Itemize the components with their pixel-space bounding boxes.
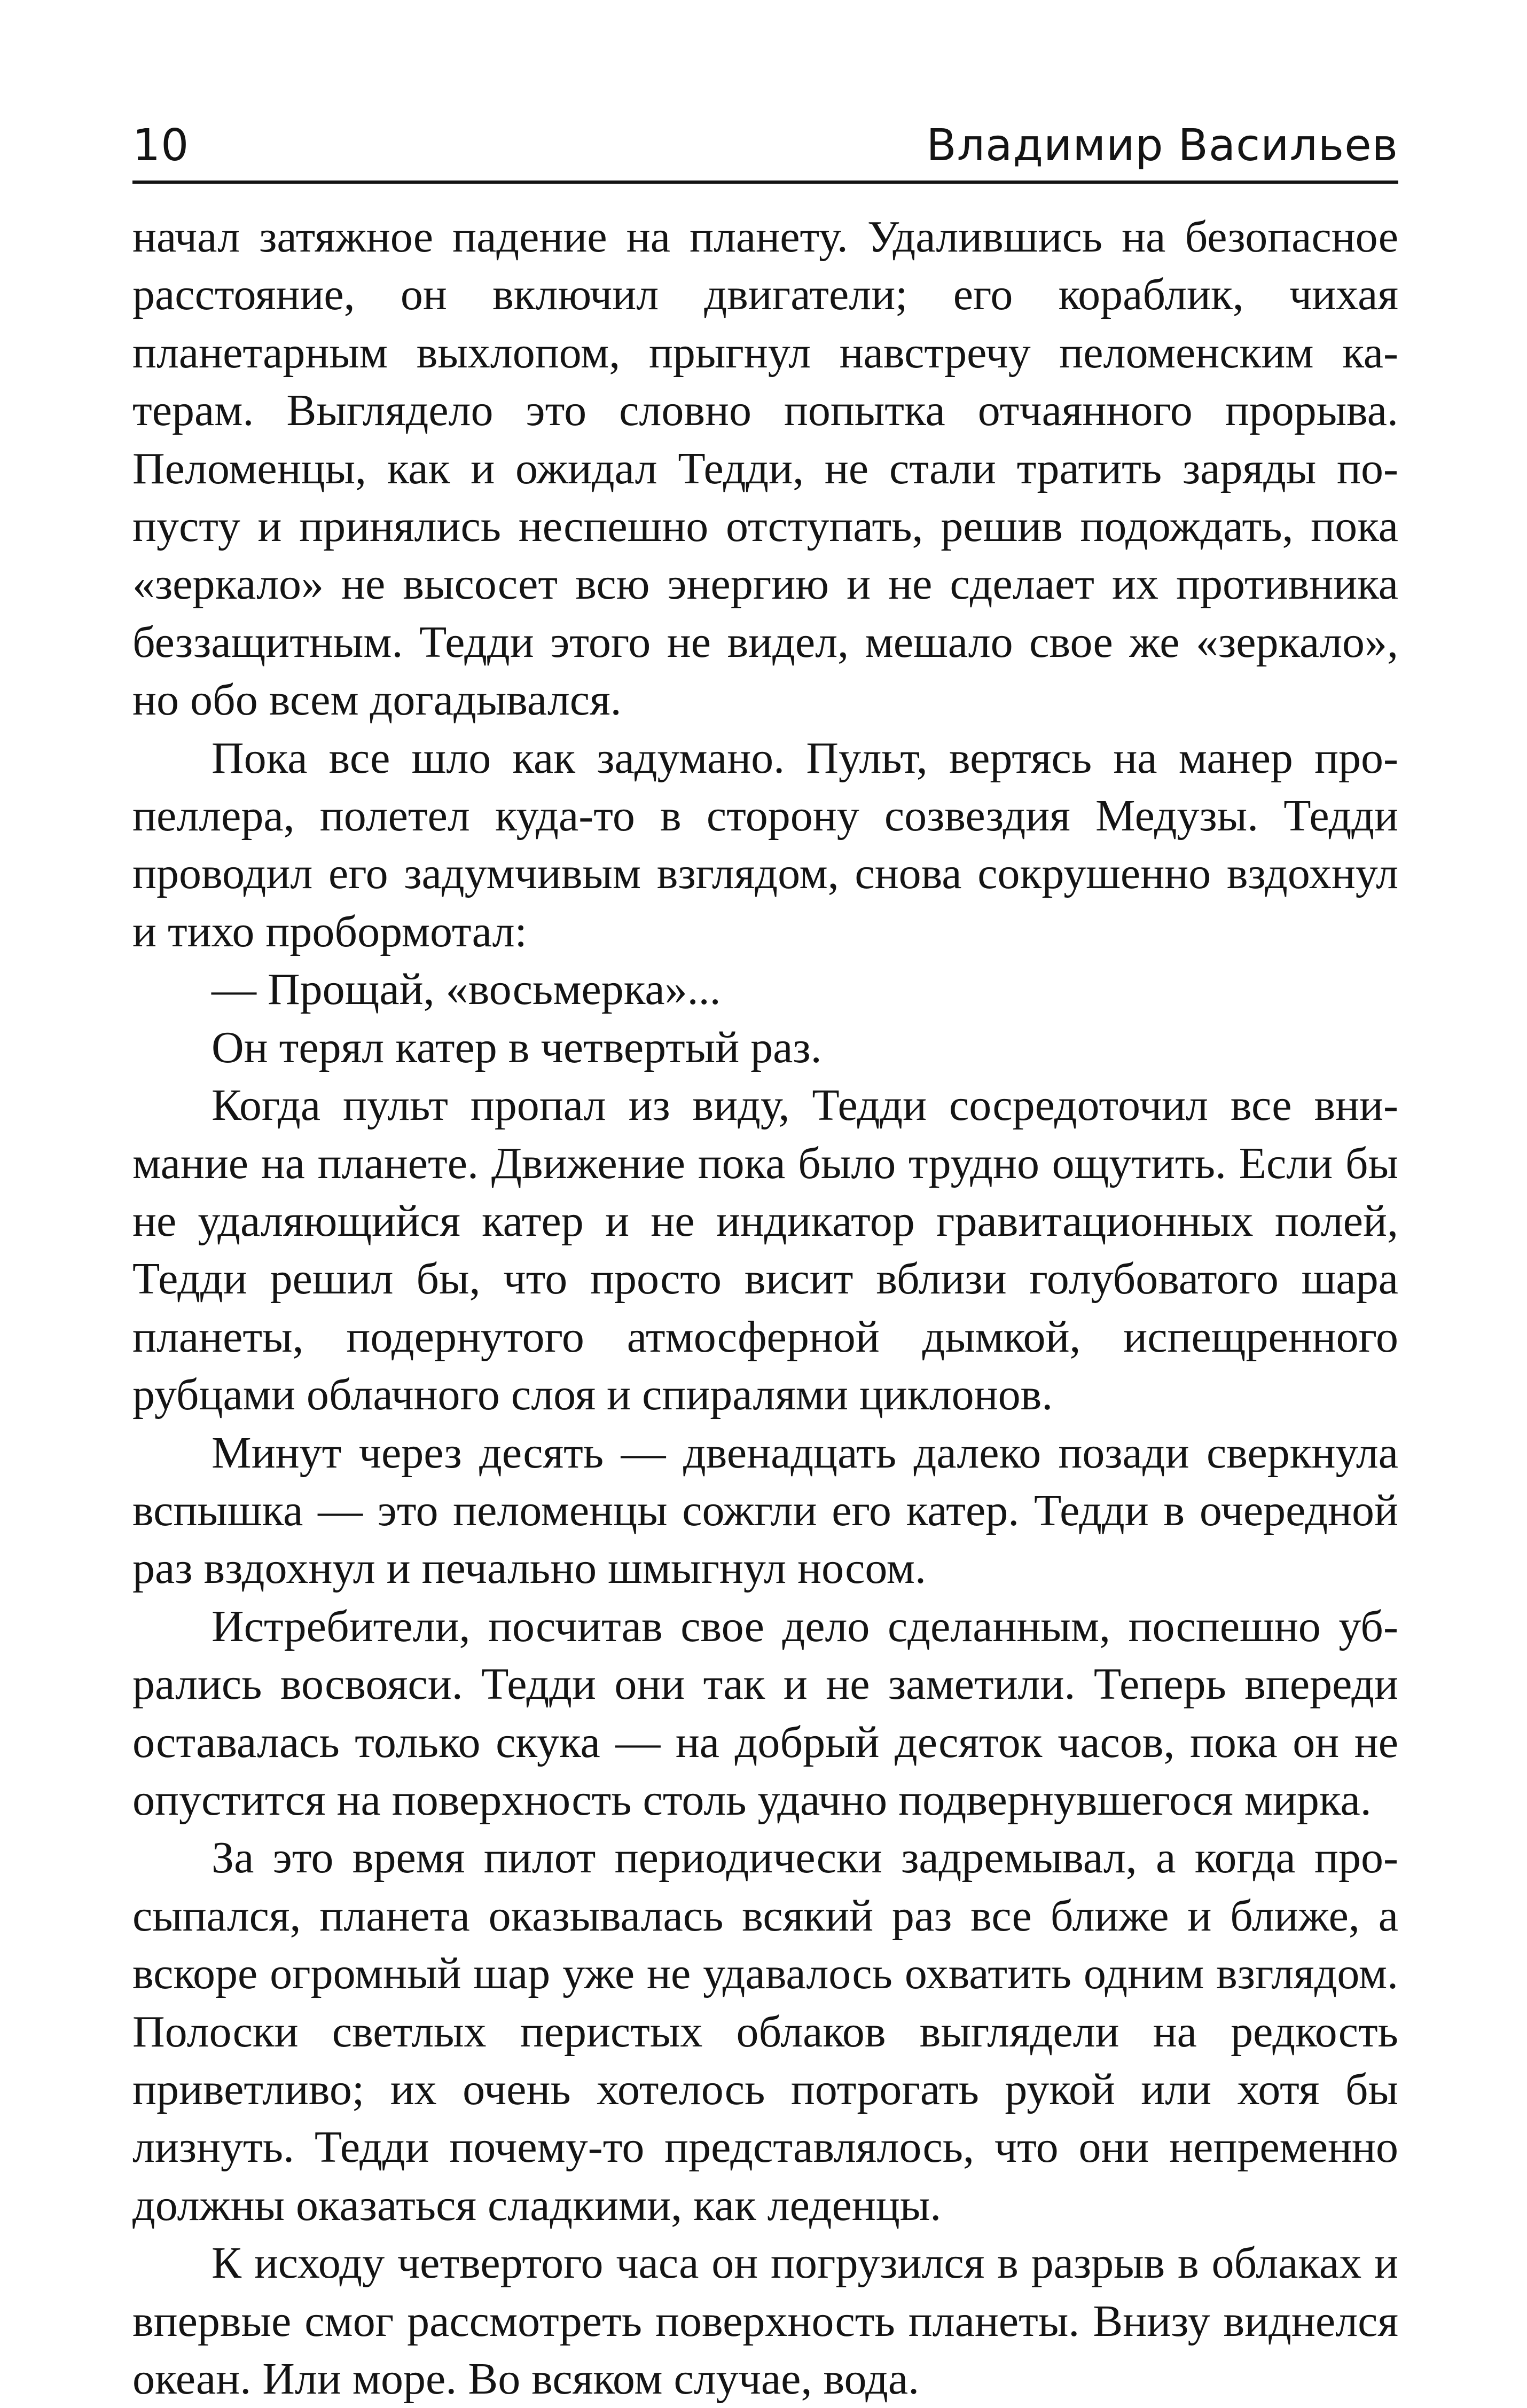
paragraph-1: начал затяжное падение на планету. Удалившись на безопасное расстояние, он включил двигатели; его кораблик, чихая планетарным выхлопом, прыгнул навстречу пеломенским катерам. Выглядело это словно попытка отчаянного прорыва. Пеломенцы, как и ожидал Тедди, не стали тратить заряды попусту и принялись неспешно отступать, решив подождать, пока «зеркало» не высосет всю энергию и не сделает их противника беззащитным. Тедди этого не видел, мешало свое же «зеркало», но обо всем догадывался. [132,212,1398,725]
paragraph-6: Минут через десять — двенадцать далеко позади сверкнула вспышка — это пеломенцы сожгли его катер. Тедди в очередной раз вздохнул и печально шмыгнул носом. [132,1427,1398,1594]
paragraph-8: За это время пилот периодически задремывал, а когда просыпался, планета оказывалась всякий раз все ближе и ближе, а вскоре огромный шар уже не удавалось охватить одним взглядом. Полоски светлых перистых облаков выглядели на редкость приветливо; их очень хотелось потрогать рукой или хотя бы лизнуть. Тедди почему-то представлялось, что они непременно должны оказаться сладкими, как леденцы. [132,1833,1398,2230]
running-title: Владимир Васильев [926,120,1398,171]
paragraph-5: Когда пульт пропал из виду, Тедди сосредоточил все внимание на планете. Движение пока было трудно ощутить. Если бы не удаляющийся катер и не индикатор гравитационных полей, Тедди решил бы, что просто висит вблизи голубоватого шара планеты, подернутого атмосферной дымкой, испещренного рубцами облачного слоя и спиралями циклонов. [132,1080,1398,1420]
paragraph-7: Истребители, посчитав свое дело сделанным, поспешно убрались восвояси. Тедди они так и не заметили. Теперь впереди оставалась только скука — на добрый десяток часов, пока он не опустится на поверхность столь удачно подвернувшегося мирка. [132,1601,1398,1825]
paragraph-3: — Прощай, «восьмерка»... [212,964,721,1015]
body-text [132,208,1398,2408]
book-page [132,120,1398,2404]
running-head [132,120,1398,169]
paragraph-2: Пока все шло как задумано. Пульт, вертясь на манер пропеллера, полетел куда-то в сторону созвездия Медузы. Тедди проводил его задумчивым взглядом, снова сокрушенно вздохнул и тихо пробормотал: [132,733,1398,956]
paragraph-9: К исходу четвертого часа он погрузился в разрыв в облаках и впервые смог рассмотреть поверхность планеты. Внизу виднелся океан. Или море. Во всяком случае, вода. [132,2238,1398,2404]
page-number: 10 [132,120,190,171]
paragraph-4: Он терял катер в четвертый раз. [212,1022,822,1072]
header-rule [132,181,1398,184]
